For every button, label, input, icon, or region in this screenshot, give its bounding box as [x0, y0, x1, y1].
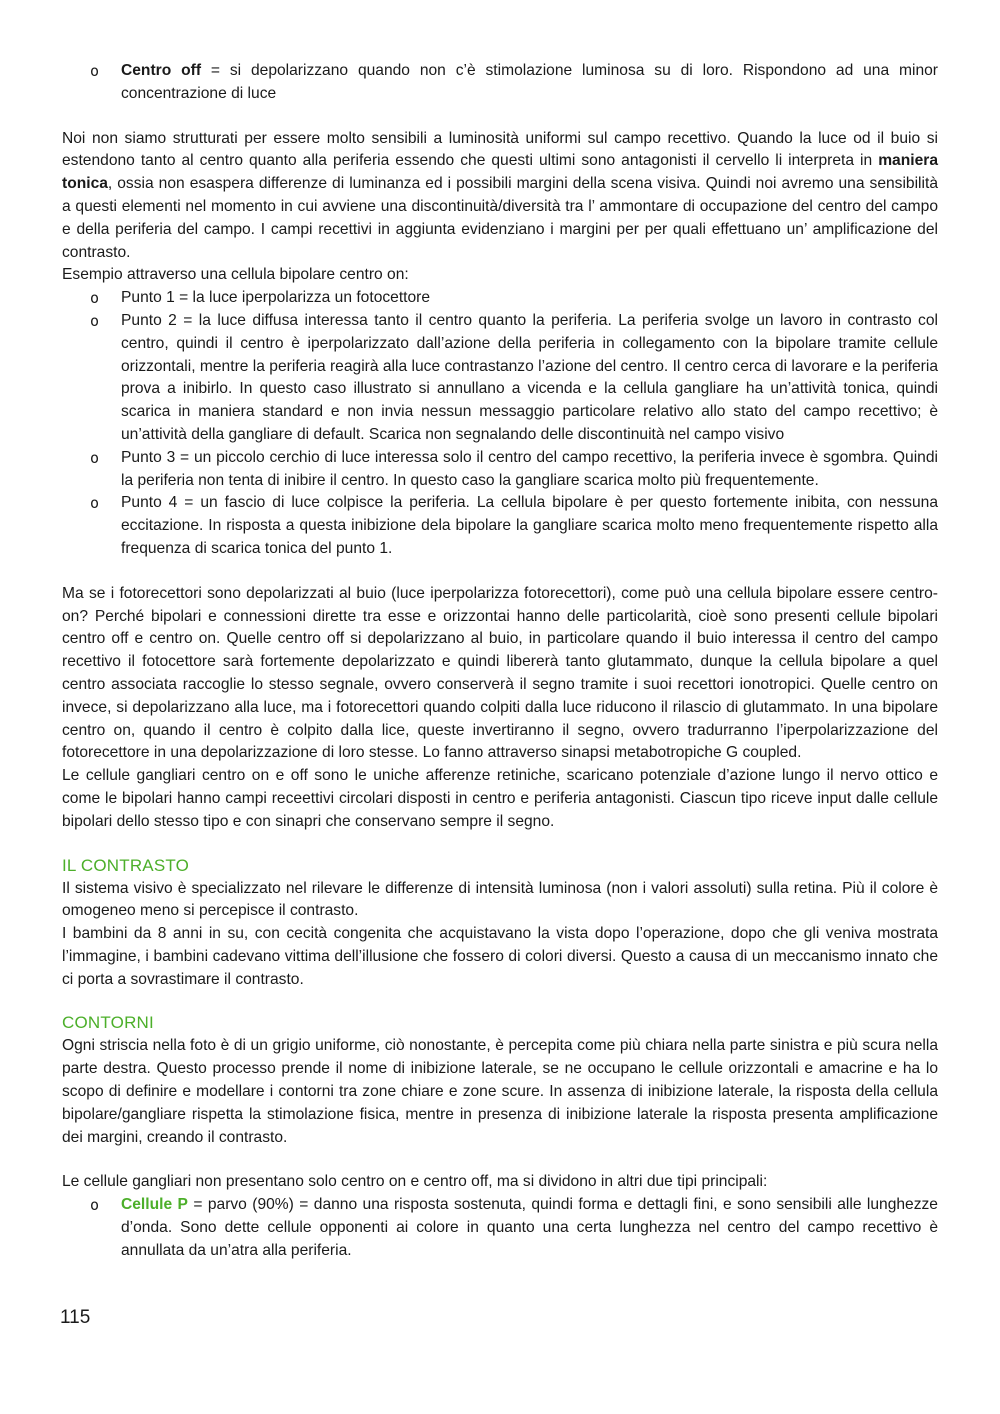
page-number: 115	[60, 1307, 91, 1328]
points-list	[62, 287, 938, 561]
example-intro: Esempio attraverso una cellula bipolare centro on:	[62, 266, 409, 284]
item-text: = parvo (90%) = danno una risposta sostenuta, quindi forma e dettagli fini, e sono sensibili alle lunghezze d’onda. Sono dette cellule opponenti ai colore in quanto una certa lunghezza nel centro del campo recettivo è annullata da un’atra alla periferia.	[121, 1196, 938, 1259]
list-item: o Punto 3 = un piccolo cerchio di luce interessa solo il centro del campo recettivo, la periferia invece è sgombra. Quindi la periferia non tenta di inibire il centro. In questo caso la gangliare scarica molto più frequentemente.	[62, 447, 938, 493]
item-text: = si depolarizzano quando non c’è stimolazione luminosa su di loro. Rispondono ad una minor concentrazione di luce	[121, 62, 938, 102]
paragraph-contrasto-2: I bambini da 8 anni in su, con cecità congenita che acquistavano la vista dopo l’operazione, dopo che gli veniva mostrata l’immagine, i bambini cadevano vittima dell’illusione che fossero di colori diversi. Questo a causa di un meccanismo innato che ci porta a sovrastimare il contrasto.	[62, 925, 938, 988]
list-item: o Punto 4 = un fascio di luce colpisce la periferia. La cellula bipolare è per questo fortemente inibita, con nessuna eccitazione. In risposta a questa inibizione dela bipolare la gangliare scarica molto meno frequentemente rispetto alla frequenza di scarica tonica del punto 1.	[62, 492, 938, 560]
paragraph-contorni-2: Le cellule gangliari non presentano solo centro on e centro off, ma si dividono in altri due tipi principali:	[62, 1173, 768, 1191]
paragraph-uniform-luminance: Noi non siamo strutturati per essere molto sensibili a luminosità uniformi sul campo recettivo. Quando la luce od il buio si estendono tanto al centro quanto alla periferia essendo che questi ultimi sono antagonisti il cervello li interpreta in maniera tonica, ossia non esaspera differenze di luminanza ed i possibili margini della scena visiva. Quindi noi avremo una sensibilità a questi elementi nel momento in cui avviene una discontinuità/diversità tra l’ ammontare di occupazione del centro del campo e della periferia del campo. I campi recettivi in aggiunta evidenziano i margini per per quali effettuano un’ amplificazione del contrasto.	[62, 129, 938, 261]
heading-contorni: CONTORNI	[62, 1013, 154, 1033]
paragraph-ganglion-cells: Le cellule gangliari centro on e off sono le uniche afferenze retiniche, scaricano potenziale d’azione lungo il nervo ottico e come le bipolari hanno campi receettivi circolari disposti in centro e periferia antagonisti. Ciascun tipo riceve input dalle cellule bipolari dello stesso tipo e con sinapri che conservano sempre il segno.	[62, 767, 938, 830]
heading-contrasto: IL CONTRASTO	[62, 855, 190, 875]
bold-maniera-tonica: maniera tonica	[62, 152, 938, 193]
term-centro-off: Centro off	[121, 62, 202, 79]
list-item: o Punto 1 = la luce iperpolarizza un fotocettore	[62, 287, 938, 310]
bottom-bullet-list	[62, 1194, 938, 1262]
list-item	[62, 1194, 938, 1262]
paragraph-contrasto-1: Il sistema visivo è specializzato nel rilevare le differenze di intensità luminosa (non i valori assoluti) sulla retina. Più il colore è omogeneo meno si percepisce il contrasto.	[62, 879, 938, 920]
term-cellule-p: Cellule P	[121, 1196, 188, 1214]
paragraph-contorni-1: Ogni striscia nella foto è di un grigio uniforme, ciò nonostante, è percepita come più chiara nella parte sinistra e più scura nella parte destra. Questo processo prende il nome di inibizione laterale, se ne occupano le cellule orizzontali e amacrine e ha lo scopo di definire e modellare i contorni tra zone chiare e zone scure. In assenza di inibizione laterale, la risposta della cellula bipolare/gangliare rispetta la stimolazione fisica, mentre in presenza di inibizione laterale la risposta presenta amplificazione dei margini, creando il contrasto.	[62, 1037, 938, 1146]
top-bullet-list	[62, 60, 938, 106]
paragraph-bipolar-centro-on: Ma se i fotorecettori sono depolarizzati al buio (luce iperpolarizza fotorecettori), come può una cellula bipolare essere centro-on? Perché bipolari e connessioni dirette tra esse e orizzontai hanno delle particolarità, cioè sono presenti cellule bipolari centro off e centro on. Quelle centro off si depolarizzano al buio, in particolare quando il buio interessa il centro del campo recettivo il fotocettore sarà fortemente depolarizzato e quindi libererà tanto glutammato, dunque la cellula bipolare a quel centro associata raccoglie lo stesso segnale, ovvero conserverà il segno tramite i suoi recettori ionotropici. Quelle centro on invece, si depolarizzano alla luce, ma i fotorecettori quando colpiti dalla luce riducono il rilascio di glutammato. In una bipolare centro on, quando il centro è colpito dalla lice, queste invertiranno il segno, ovvero tradurranno l’iperpolarizzazione del fotorecettore in una depolarizzazione di loro stesse. Lo fanno attraverso sinapsi metabotropiche G coupled.	[62, 584, 938, 762]
list-item	[62, 60, 938, 106]
list-item: o Punto 2 = la luce diffusa interessa tanto il centro quanto la periferia. La periferia svolge un lavoro in contrasto col centro, quindi il centro è iperpolarizzato dall’azione della periferia in collegamento con la bipolare tramite cellule orizzontali, mentre la periferia reagirà alla luce contrastanzo l’azione del centro. Il centro cerca di lavorare e la periferia prova a inibirlo. In questo caso illustrato si annullano a vicenda e la cellula gangliare ha un’attività tonica, quindi scarica in maniera standard e non invia nessun messaggio particolare relativo allo stato del campo recettivo; è un’attività della gangliare di default. Scarica non segnalando delle discontinuità nel campo visivo	[62, 310, 938, 447]
